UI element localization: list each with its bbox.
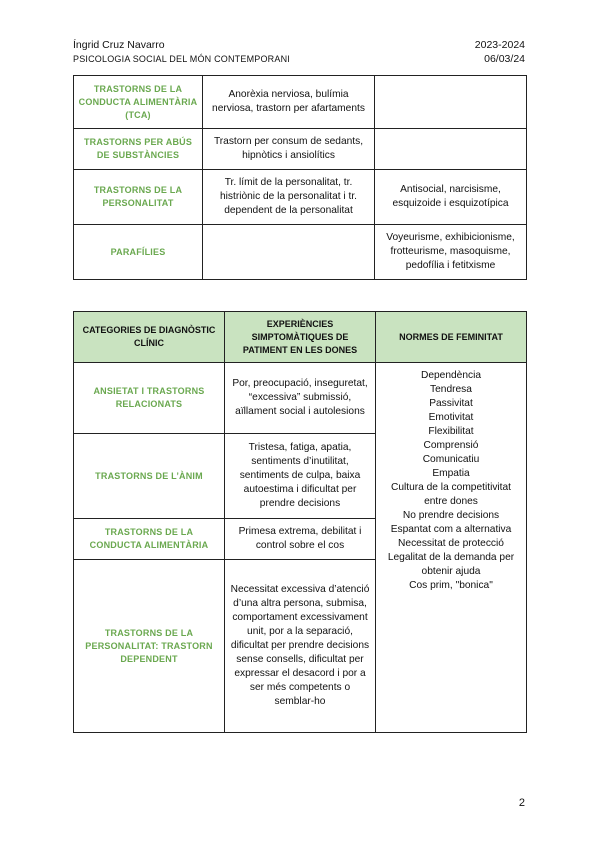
category-cell: TRASTORNS DE LA PERSONALITAT <box>74 170 203 225</box>
category-cell: PARAFÍLIES <box>74 225 203 280</box>
page-number: 2 <box>518 797 525 809</box>
table-row <box>74 225 527 280</box>
disorder-cell: Anorèxia nerviosa, bulímia nerviosa, trastorn per afartaments <box>203 76 375 129</box>
category-cell: TRASTORNS DE L’ÀNIM <box>74 434 225 519</box>
subtype-cell <box>375 129 527 170</box>
experiences-cell: Por, preocupació, inseguretat, “excessiva” submissió, aïllament social i autolesions <box>225 363 376 434</box>
feminity-norms-table <box>73 311 527 733</box>
disorder-cell: Tr. límit de la personalitat, tr. histriònic de la personalitat i tr. dependent de la personalitat <box>203 170 375 225</box>
category-cell: TRASTORNS DE LA CONDUCTA ALIMENTÀRIA <box>74 519 225 560</box>
header-right <box>475 38 525 66</box>
document-date: 06/03/24 <box>484 53 525 65</box>
category-cell: TRASTORNS DE LA CONDUCTA ALIMENTÀRIA (TCA) <box>74 76 203 129</box>
disorder-cell <box>203 225 375 280</box>
category-cell: TRASTORNS DE LA PERSONALITAT: TRASTORN DEPENDENT <box>74 560 225 733</box>
category-cell: ANSIETAT I TRASTORNS RELACIONATS <box>74 363 225 434</box>
category-cell: TRASTORNS PER ABÚS DE SUBSTÀNCIES <box>74 129 203 170</box>
disorders-table <box>73 75 527 280</box>
table-row <box>74 170 527 225</box>
experiences-cell: Tristesa, fatiga, apatia, sentiments d’inutilitat, sentiments de culpa, baixa autoestima i dificultat per prendre decisions <box>225 434 376 519</box>
subject-title: PSICOLOGIA SOCIAL DEL MÓN CONTEMPORANI <box>73 54 290 64</box>
table-header-row <box>74 312 527 363</box>
subtype-cell: Voyeurisme, exhibicionisme, frotteurisme, masoquisme, pedofília i fetitxisme <box>375 225 527 280</box>
header-left <box>73 38 290 66</box>
academic-year: 2023-2024 <box>474 39 525 51</box>
disorder-cell: Trastorn per consum de sedants, hipnòtics i ansiolítics <box>203 129 375 170</box>
table-row <box>74 129 527 170</box>
column-header: NORMES DE FEMINITAT <box>376 312 527 363</box>
subtype-cell <box>375 76 527 129</box>
author-name: Íngrid Cruz Navarro <box>73 39 165 51</box>
column-header: EXPERIÈNCIES SIMPTOMÀTIQUES DE PATIMENT EN LES DONES <box>225 312 376 363</box>
experiences-cell: Primesa extrema, debilitat i control sobre el cos <box>225 519 376 560</box>
table-row <box>74 76 527 129</box>
column-header: CATEGORIES DE DIAGNÒSTIC CLÍNIC <box>74 312 225 363</box>
subtype-cell: Antisocial, narcisisme, esquizoide i esquizotípica <box>375 170 527 225</box>
experiences-cell: Necessitat excessiva d’atenció d’una altra persona, submisa, comportament excessivament unit, por a la separació, dificultat per prendre decisions sense consells, dificultat per expressar el desacord i por a ser més competents o semblar-ho <box>225 560 376 733</box>
norms-list-cell: Dependència Tendresa Passivitat Emotivitat Flexibilitat Comprensió Comunicatiu Empatia Cultura de la competitivitat entre dones No prendre decisions Espantat com a alternativa Necessitat de protecció Legalitat de la demanda per obtenir ajuda Cos prim, "bonica" <box>376 363 527 733</box>
table-row <box>74 363 527 434</box>
